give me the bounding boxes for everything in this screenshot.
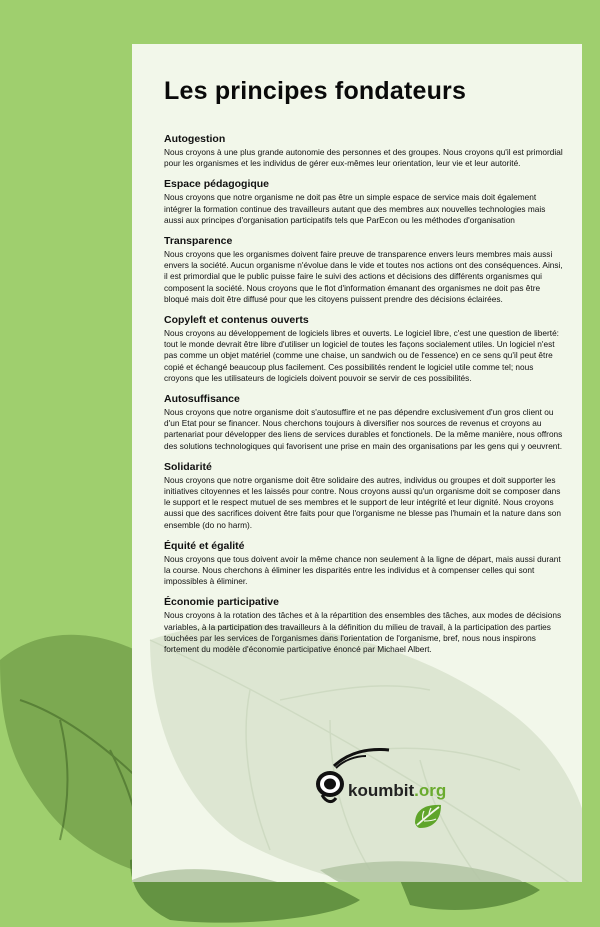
koumbit-logo [314, 748, 447, 808]
section-solidarite [164, 461, 564, 531]
section-body: Nous croyons au développement de logiciels libres et ouverts. Le logiciel libre, c'est une question de liberté: tout le monde devrait être libre d'utiliser un logiciel de toutes les façons socialement utiles. Un logiciel n'est pas comme un objet matériel (comme une chaise, un sandwich ou de l'essence) en ce sens qu'il peut être copié et échangé beaucoup plus facilement. Ces possibilités rendent le logiciel utile comme tel; nous croyons que les utilisateurs de logiciels doivent pouvoir se servir de ces possibilités. [164, 328, 559, 383]
section-heading: Autogestion [164, 133, 226, 145]
section-body: Nous croyons que les organismes doivent faire preuve de transparence envers leurs membres mais aussi envers la société. Aucun organisme n'évolue dans le vide et toutes nos actions ont des conséquences. Ainsi, il est primordial que le public puisse faire le suivi des actions et décisions des différents organismes qui composent la société. Nous croyons que le flot d'information émanant des organismes ne doit pas être bloqué mais doit être diffusé pour que les citoyens puissent prendre des décisions éclairées. [164, 249, 563, 304]
section-autosuffisance [164, 393, 564, 452]
section-heading: Autosuffisance [164, 393, 240, 406]
green-leaf-icon [414, 803, 442, 829]
section-body: Nous croyons que notre organisme ne doit pas être un simple espace de service mais doit également intégrer la formation continue des travailleurs autant que des membres aux nouvelles technologies mais aussi aux principes d'organisation participatifs tels que ParEcon ou les méthodes d'organisation [164, 192, 546, 225]
section-heading: Copyleft et contenus ouverts [164, 314, 309, 327]
section-heading: Transparence [164, 235, 233, 248]
section-heading: Équité et égalité [164, 539, 245, 552]
section-autogestion [164, 133, 564, 169]
section-transparence [164, 235, 564, 305]
page-title: Les principes fondateurs [164, 77, 467, 105]
section-economie-participative [164, 596, 564, 655]
section-equite [164, 540, 564, 588]
logo-name: koumbit [348, 781, 415, 800]
section-body: Nous croyons que notre organisme doit être solidaire des autres, individus ou groupes et doit supporter les initiatives citoyennes et les laissés pour contre. Nous croyons aussi qu'un organisme doit se composer dans le support et le respect mutuel de ses membres et le support de leur intégrité et leur dignité. Nous croyons aussi que des sacrifices doivent être faits pour que l'organisme ne blesse pas l'humain et la nature dans son ensemble (do no harm). [164, 474, 562, 530]
section-heading: Espace pédagogique [164, 178, 270, 191]
section-heading: Solidarité [164, 460, 212, 473]
section-body: Nous croyons à une plus grande autonomie des personnes et des groupes. Nous croyons qu'il est primordial pour les organismes et les individus de gérer eux-mêmes leur orientation, leur vie et leur autorité. [164, 147, 563, 169]
logo-wordmark [348, 781, 446, 801]
section-body: Nous croyons que notre organisme doit s'autosuffire et ne pas dépendre exclusivement d'un gros client ou d'un Etat pour se financer. Nous cherchons toujours à diversifier nos sources de revenus et croyons au partenariat pour développer des liens de services durables et fonctionels. De la même manière, nous offrons des solutions technologiques qui favorisent une prise en main des organisations par les gens qui y oeuvrent. [164, 407, 563, 451]
section-espace-pedagogique [164, 178, 564, 226]
logo-tld: .org [414, 781, 447, 800]
principles-content [164, 75, 564, 664]
section-body: Nous croyons que tous doivent avoir la même chance non seulement à la ligne de départ, mais aussi durant la course. Nous cherchons à éliminer les disparités entre les individus et à compenser celles qui sont impossibles à éliminer. [164, 553, 561, 587]
section-body: Nous croyons à la rotation des tâches et à la répartition des ensembles des tâches, aux modes de décisions variables, à la participation des travailleurs à la définition du milieu de travail, à la participation des parties touchées par les services de l'organismes dans l'orientation de l'organisme, bref, nous nous inspirons fortement du modèle d'économie participative énoncé par Michael Albert. [164, 610, 562, 655]
section-copyleft [164, 314, 564, 384]
section-heading: Économie participative [164, 596, 279, 609]
